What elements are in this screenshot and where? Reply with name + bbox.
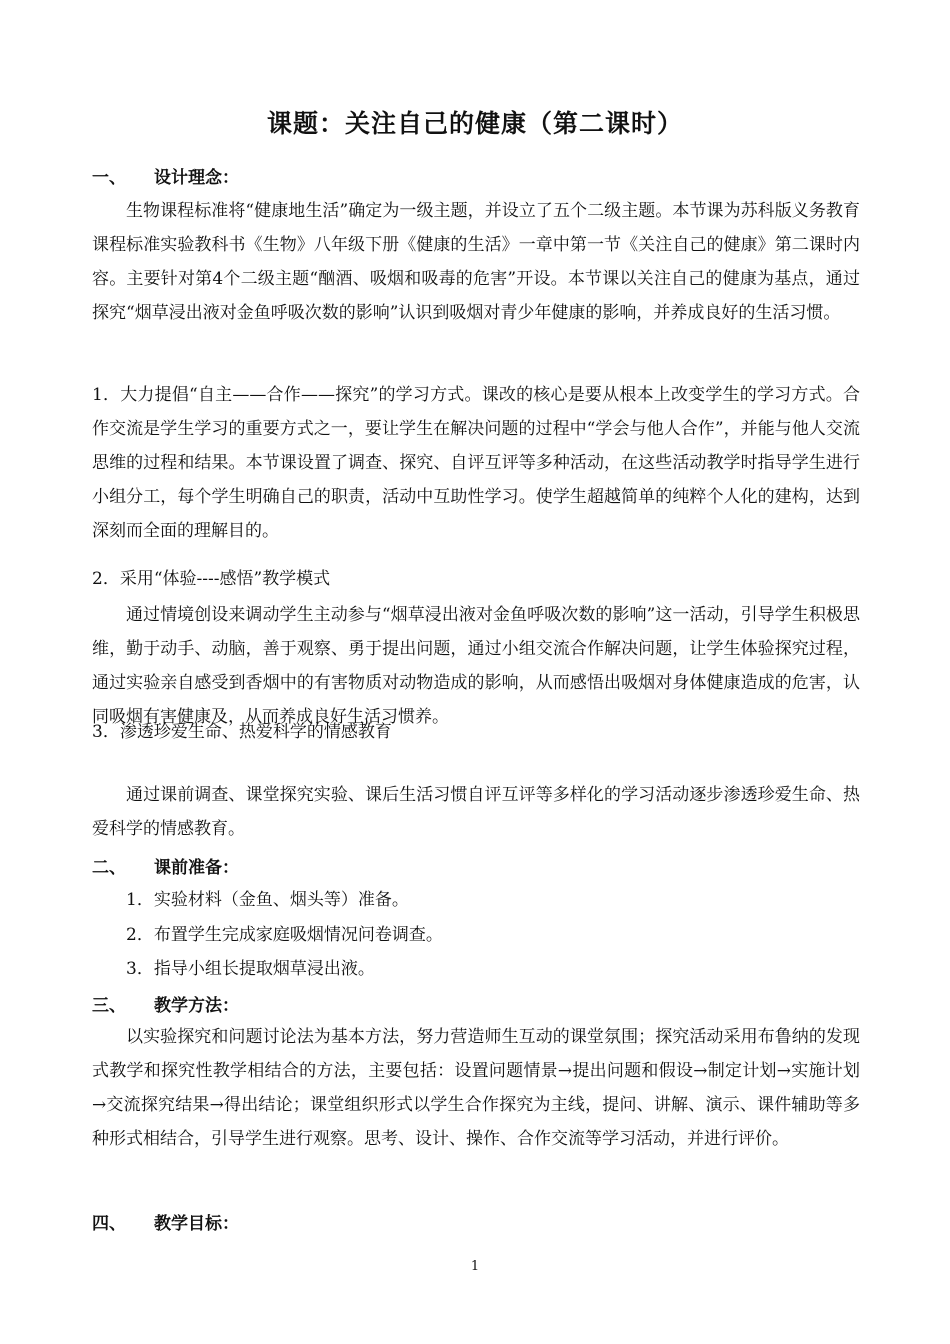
teaching-method-paragraph: 以实验探究和问题讨论法为基本方法，努力营造师生互动的课堂氛围；探究活动采用布鲁纳的发现式教学和探究性教学相结合的方法，主要包括：设置问题情景→提出问题和假设→制定计划→实施计划→交流探究结果→得出结论；课堂组织形式以学生合作探究为主线，提问、讲解、演示、课件辅助等多种形式相结合，引导学生进行观察。思考、设计、操作、合作交流等学习活动，并进行评价。	[92, 1027, 860, 1149]
page-title: 课题：关注自己的健康（第二课时）	[266, 109, 683, 138]
section-heading-preparation	[92, 856, 239, 880]
section-title: 教学方法：	[154, 996, 239, 1016]
point-2-paragraph: 通过情境创设来调动学生主动参与“烟草浸出液对金鱼呼吸次数的影响”这一活动，引导学生积极思维，勤于动手、动脑，善于观察、勇于提出问题，通过小组交流合作解决问题，让学生体验探究过程，通过实验亲自感受到香烟中的有害物质对动物造成的影响，从而感悟出吸烟对身体健康造成的危害，认同吸烟有害健康及，从而养成良好生活习惯养。	[92, 605, 860, 727]
point-3-paragraph: 通过课前调查、课堂探究实验、课后生活习惯自评互评等多样化的学习活动逐步渗透珍爱生命、热爱科学的情感教育。	[92, 785, 860, 839]
section-number: 四、	[92, 1214, 126, 1234]
preparation-item-1: 1．实验材料（金鱼、烟头等）准备。	[126, 890, 409, 910]
page-number: 1	[470, 1259, 480, 1274]
point-1-paragraph: 1．大力提倡“自主——合作——探究”的学习方式。课改的核心是要从根本上改变学生的学习方式。合作交流是学生学习的重要方式之一，要让学生在解决问题的过程中“学会与他人合作”，并能与他人交流思维的过程和结果。本节课设置了调查、探究、自评互评等多种活动，在这些活动教学时指导学生进行小组分工，每个学生明确自己的职责，活动中互助性学习。使学生超越简单的纯粹个人化的建构，达到深刻而全面的理解目的。	[92, 385, 860, 541]
section-number: 三、	[92, 996, 126, 1016]
intro-paragraph: 生物课程标准将“健康地生活”确定为一级主题，并设立了五个二级主题。本节课为苏科版义务教育课程标准实验教科书《生物》八年级下册《健康的生活》一章中第一节《关注自己的健康》第二课时内容。主要针对第4个二级主题“酗酒、吸烟和吸毒的危害”开设。本节课以关注自己的健康为基点，通过探究“烟草浸出液对金鱼呼吸次数的影响”认识到吸烟对青少年健康的影响，并养成良好的生活习惯。	[92, 201, 860, 323]
section-title: 教学目标：	[154, 1214, 239, 1234]
section-heading-teaching-goals	[92, 1212, 239, 1236]
section-title: 课前准备：	[154, 858, 239, 878]
preparation-item-2: 2．布置学生完成家庭吸烟情况问卷调查。	[126, 925, 443, 945]
section-heading-design-concept	[92, 166, 239, 190]
point-3-title: 3．渗透珍爱生命、热爱科学的情感教育	[92, 722, 392, 742]
section-number: 二、	[92, 858, 126, 878]
section-heading-teaching-method	[92, 994, 239, 1018]
section-number: 一、	[92, 168, 126, 188]
preparation-item-3: 3．指导小组长提取烟草浸出液。	[126, 959, 375, 979]
section-title: 设计理念：	[154, 168, 239, 188]
point-2-title: 2．采用“体验----感悟”教学模式	[92, 569, 331, 589]
